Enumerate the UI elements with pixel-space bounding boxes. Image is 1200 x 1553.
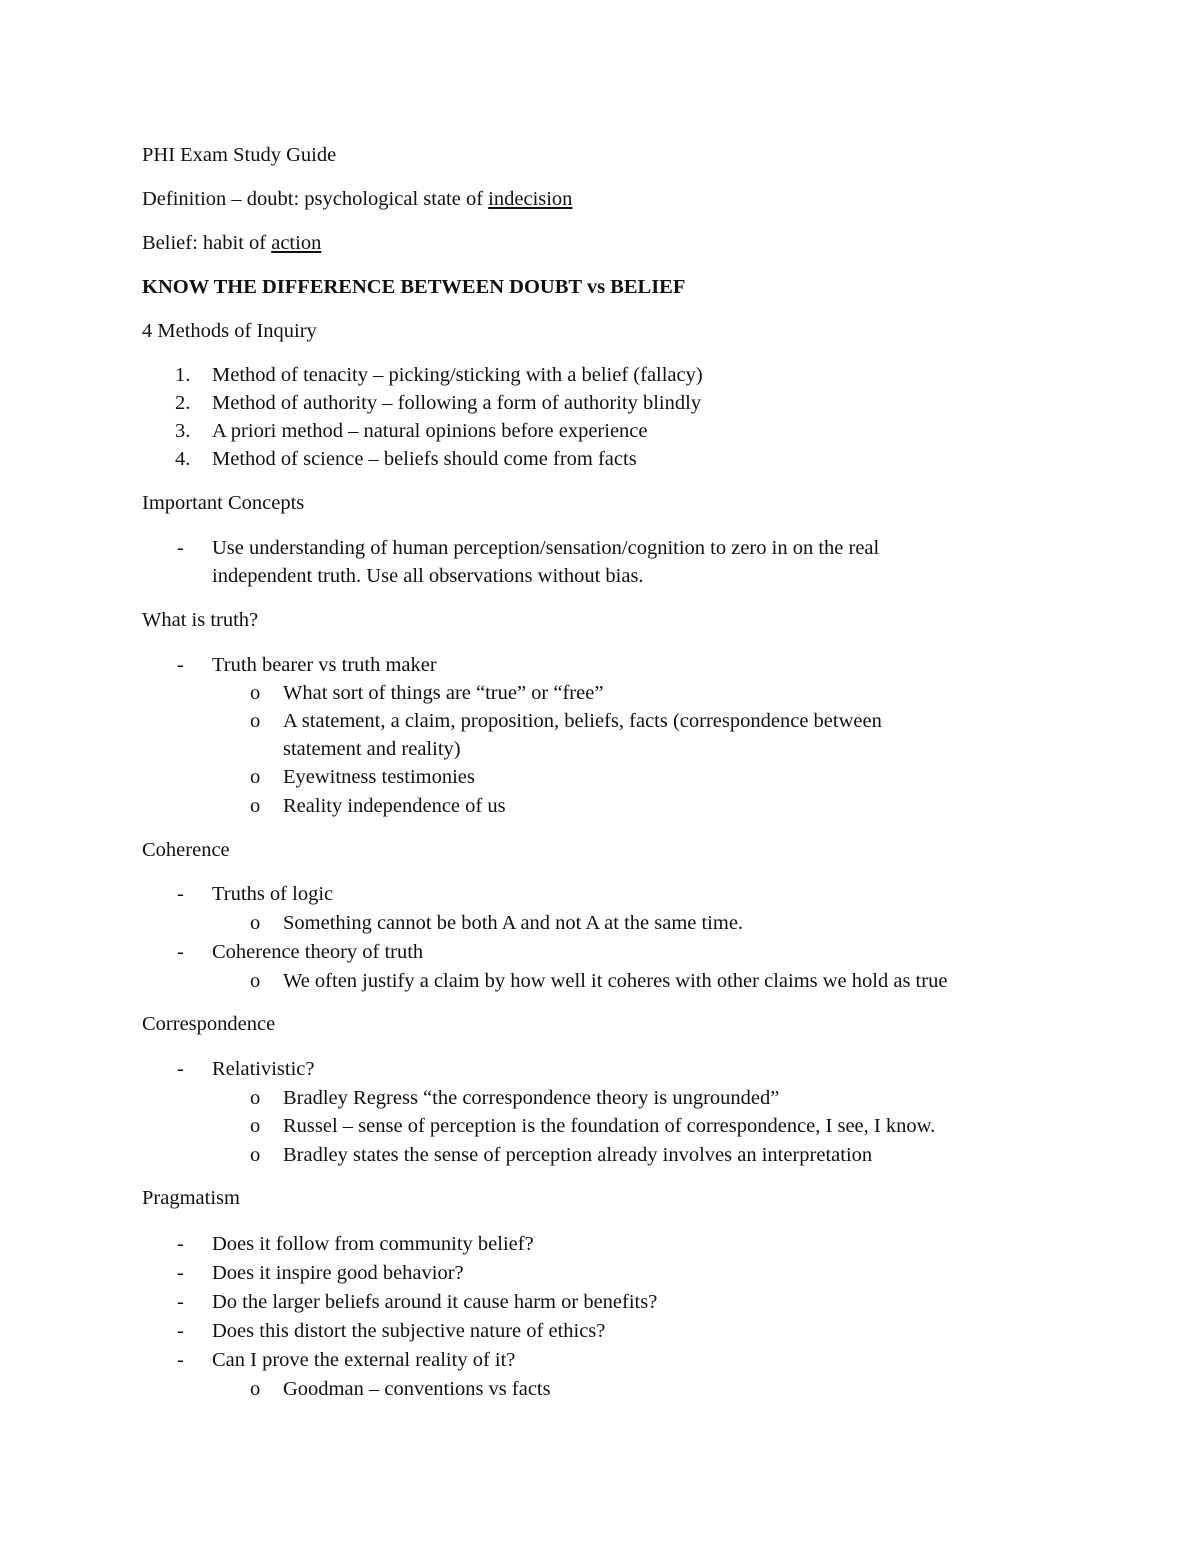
coherence-sub-item: Something cannot be both A and not A at the same time. xyxy=(283,912,744,934)
circle-bullet: o xyxy=(250,710,261,732)
dash-bullet: - xyxy=(177,1262,184,1284)
truth-sub-item: Reality independence of us xyxy=(283,795,506,817)
pragmatism-item: Can I prove the external reality of it? xyxy=(212,1349,516,1371)
truth-heading: What is truth? xyxy=(142,609,259,631)
coherence-sub-item: We often justify a claim by how well it coheres with other claims we hold as true xyxy=(283,970,948,992)
dash-bullet: - xyxy=(177,1058,184,1080)
list-number: 3. xyxy=(175,420,191,442)
list-number: 1. xyxy=(175,364,191,386)
important-item-line2: independent truth. Use all observations without bias. xyxy=(212,565,644,587)
correspondence-item: Relativistic? xyxy=(212,1058,315,1080)
dash-bullet: - xyxy=(177,941,184,963)
truth-sub-item: Eyewitness testimonies xyxy=(283,766,475,788)
dash-bullet: - xyxy=(177,1291,184,1313)
circle-bullet: o xyxy=(250,1144,261,1166)
truth-item: Truth bearer vs truth maker xyxy=(212,654,437,676)
method-item: Method of science – beliefs should come from facts xyxy=(212,448,637,470)
dash-bullet: - xyxy=(177,654,184,676)
emphasis-heading: KNOW THE DIFFERENCE BETWEEN DOUBT vs BELIEF xyxy=(142,276,686,298)
correspondence-sub-item: Russel – sense of perception is the foundation of correspondence, I see, I know. xyxy=(283,1115,936,1137)
circle-bullet: o xyxy=(250,766,261,788)
truth-sub-item: A statement, a claim, proposition, beliefs, facts (correspondence between xyxy=(283,710,882,732)
correspondence-heading: Correspondence xyxy=(142,1013,276,1035)
doc-title: PHI Exam Study Guide xyxy=(142,144,337,166)
pragmatism-item: Does it follow from community belief? xyxy=(212,1233,534,1255)
truth-sub-item-cont: statement and reality) xyxy=(283,738,461,760)
circle-bullet: o xyxy=(250,970,261,992)
dash-bullet: - xyxy=(177,1320,184,1342)
pragmatism-item: Does this distort the subjective nature of ethics? xyxy=(212,1320,606,1342)
list-number: 2. xyxy=(175,392,191,414)
pragmatism-item: Do the larger beliefs around it cause harm or benefits? xyxy=(212,1291,658,1313)
coherence-item: Truths of logic xyxy=(212,883,334,905)
doubt-definition-text: Definition – doubt: psychological state of xyxy=(142,188,489,210)
dash-bullet: - xyxy=(177,1233,184,1255)
method-item: Method of tenacity – picking/sticking with a belief (fallacy) xyxy=(212,364,703,386)
important-item-line1: Use understanding of human perception/sensation/cognition to zero in on the real xyxy=(212,537,880,559)
belief-definition xyxy=(142,231,321,255)
correspondence-sub-item: Bradley states the sense of perception already involves an interpretation xyxy=(283,1144,873,1166)
circle-bullet: o xyxy=(250,1115,261,1137)
belief-definition-text: Belief: habit of xyxy=(142,232,272,254)
truth-sub-item: What sort of things are “true” or “free” xyxy=(283,682,604,704)
circle-bullet: o xyxy=(250,1087,261,1109)
important-heading: Important Concepts xyxy=(142,492,305,514)
list-number: 4. xyxy=(175,448,191,470)
circle-bullet: o xyxy=(250,795,261,817)
dash-bullet: - xyxy=(177,883,184,905)
correspondence-sub-item: Bradley Regress “the correspondence theory is ungrounded” xyxy=(283,1087,780,1109)
methods-heading: 4 Methods of Inquiry xyxy=(142,320,317,342)
belief-definition-underlined: action xyxy=(271,232,322,254)
circle-bullet: o xyxy=(250,682,261,704)
method-item: A priori method – natural opinions before experience xyxy=(212,420,648,442)
pragmatism-item: Does it inspire good behavior? xyxy=(212,1262,464,1284)
method-item: Method of authority – following a form of authority blindly xyxy=(212,392,702,414)
pragmatism-sub-item: Goodman – conventions vs facts xyxy=(283,1378,551,1400)
pragmatism-heading: Pragmatism xyxy=(142,1187,240,1209)
dash-bullet: - xyxy=(177,537,184,559)
circle-bullet: o xyxy=(250,1378,261,1400)
coherence-item: Coherence theory of truth xyxy=(212,941,424,963)
doubt-definition-underlined: indecision xyxy=(488,188,573,210)
coherence-heading: Coherence xyxy=(142,839,230,861)
circle-bullet: o xyxy=(250,912,261,934)
dash-bullet: - xyxy=(177,1349,184,1371)
doubt-definition xyxy=(142,187,572,211)
